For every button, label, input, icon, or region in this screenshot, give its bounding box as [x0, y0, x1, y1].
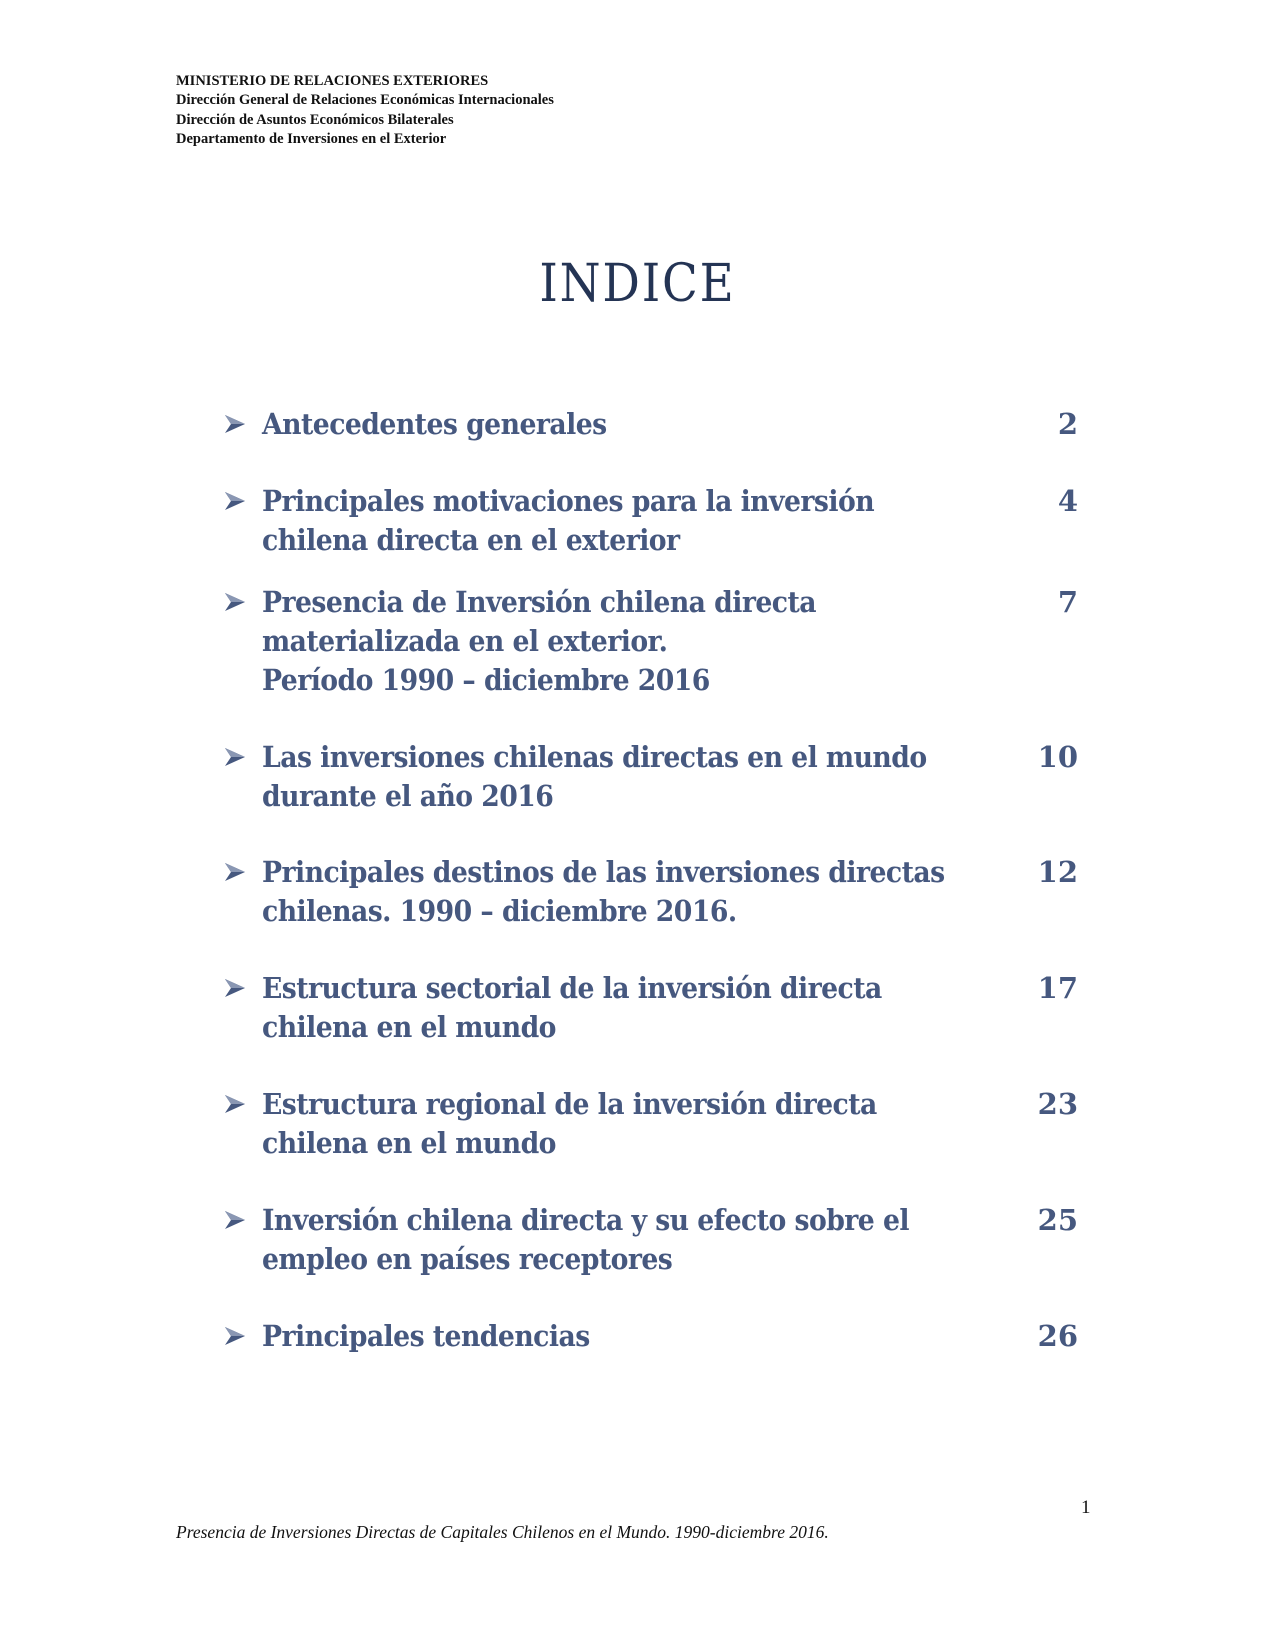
arrowhead-bullet-icon	[224, 591, 246, 613]
arrowhead-bullet-icon	[224, 490, 246, 512]
toc-item-title: Estructura sectorial de la inversión directa chilena en el mundo	[262, 971, 882, 1044]
toc-item-title: Presencia de Inversión chilena directa materializada en el exterior. Período 1990 – diciembre 2016	[262, 585, 816, 697]
toc-page-number: 4	[1057, 484, 1078, 518]
toc-item-title: Estructura regional de la inversión directa chilena en el mundo	[262, 1087, 877, 1160]
header-line-direction-general: Dirección General de Relaciones Económicas Internacionales	[176, 92, 554, 109]
toc-item-title: Las inversiones chilenas directas en el mundo durante el año 2016	[262, 740, 927, 813]
arrowhead-bullet-icon	[224, 746, 246, 768]
toc-page-number: 10	[1037, 740, 1078, 774]
toc-item-title: Principales destinos de las inversiones directas chilenas. 1990 – diciembre 2016.	[262, 855, 945, 928]
toc-item-title: Principales motivaciones para la inversión chilena directa en el exterior	[262, 484, 875, 557]
toc-item-title: Principales tendencias	[262, 1319, 590, 1353]
toc-page-number: 25	[1037, 1203, 1078, 1237]
arrowhead-bullet-icon	[224, 1325, 246, 1347]
toc-page-number: 23	[1037, 1087, 1078, 1121]
page-number: 1	[1081, 1497, 1091, 1518]
arrowhead-bullet-icon	[224, 1093, 246, 1115]
header-line-ministry: MINISTERIO DE RELACIONES EXTERIORES	[176, 73, 489, 89]
header-line-department: Departamento de Inversiones en el Exterior	[176, 130, 447, 147]
toc-item-title: Inversión chilena directa y su efecto sobre el empleo en países receptores	[262, 1203, 909, 1276]
toc-item-title: Antecedentes generales	[262, 407, 607, 441]
toc-page-number: 17	[1037, 971, 1078, 1005]
arrowhead-bullet-icon	[224, 977, 246, 999]
ministry-header	[176, 72, 554, 149]
toc-page-number: 7	[1057, 585, 1078, 619]
arrowhead-bullet-icon	[224, 413, 246, 435]
toc-page-number: 12	[1037, 855, 1078, 889]
arrowhead-bullet-icon	[224, 861, 246, 883]
header-line-direction-bilateral: Dirección de Asuntos Económicos Bilaterales	[176, 111, 454, 128]
document-footer: Presencia de Inversiones Directas de Capitales Chilenos en el Mundo. 1990-diciembre 2016.	[176, 1522, 829, 1542]
page-title: INDICE	[539, 254, 736, 314]
arrowhead-bullet-icon	[224, 1209, 246, 1231]
toc-page-number: 2	[1057, 407, 1078, 441]
toc-page-number: 26	[1037, 1319, 1078, 1353]
